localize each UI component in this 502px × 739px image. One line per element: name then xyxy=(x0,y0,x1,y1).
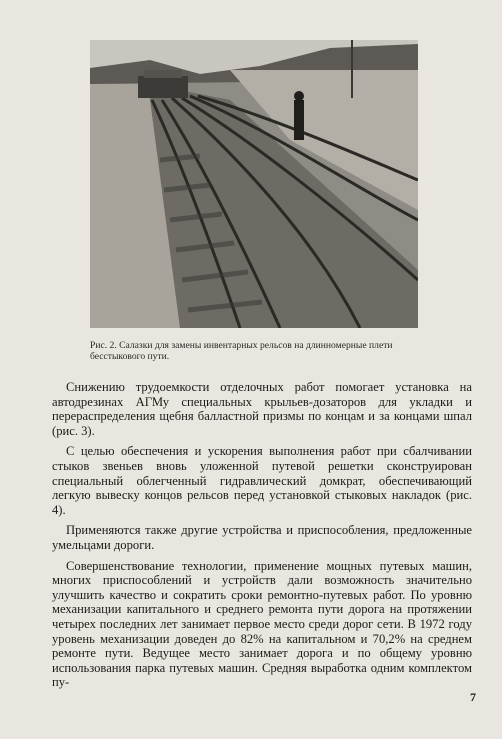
paragraph: Применяются также другие устройства и приспособления, предложенные умельцами дороги. xyxy=(52,523,472,552)
figure-caption: Рис. 2. Салазки для замены инвентарных рельсов на длинномерные плети бесстыкового пути. xyxy=(90,340,393,362)
paragraph: С целью обеспечения и ускорения выполнения работ при сбалчивании стыков звеньев вновь уложенной путевой решетки сконструирован специальный облегченный гидравлический домкрат, обеспечивающий легкую вывеску концов рельсов перед установкой стыковых накладок (рис. 4). xyxy=(52,444,472,517)
page-number: 7 xyxy=(470,690,476,704)
body-text xyxy=(52,380,472,696)
paragraph: Совершенствование технологии, применение мощных путевых машин, многих приспособлений и устройств дали возможность значительно улучшить качество и сократить сроки ремонтно-путевых работ. По уровню механизации капитального и среднего ремонта пути дорога на протяжении четырех последних лет занимает первое место среди дорог сети. В 1972 году уровень механизации доведен до 82% на капитальном и 70,2% на среднем ремонте пути. Ведущее место занимает дорога и по общему уровню использования парка путевых машин. Средняя выработка одним комплектом пу- xyxy=(52,558,472,690)
railway-photo xyxy=(90,40,418,328)
paragraph: Снижению трудоемкости отделочных работ помогает установка на автодрезинах АГМу специальных крыльев-дозаторов для укладки и перераспределения щебня балластной призмы по концам и за концами шпал (рис. 3). xyxy=(52,380,472,438)
